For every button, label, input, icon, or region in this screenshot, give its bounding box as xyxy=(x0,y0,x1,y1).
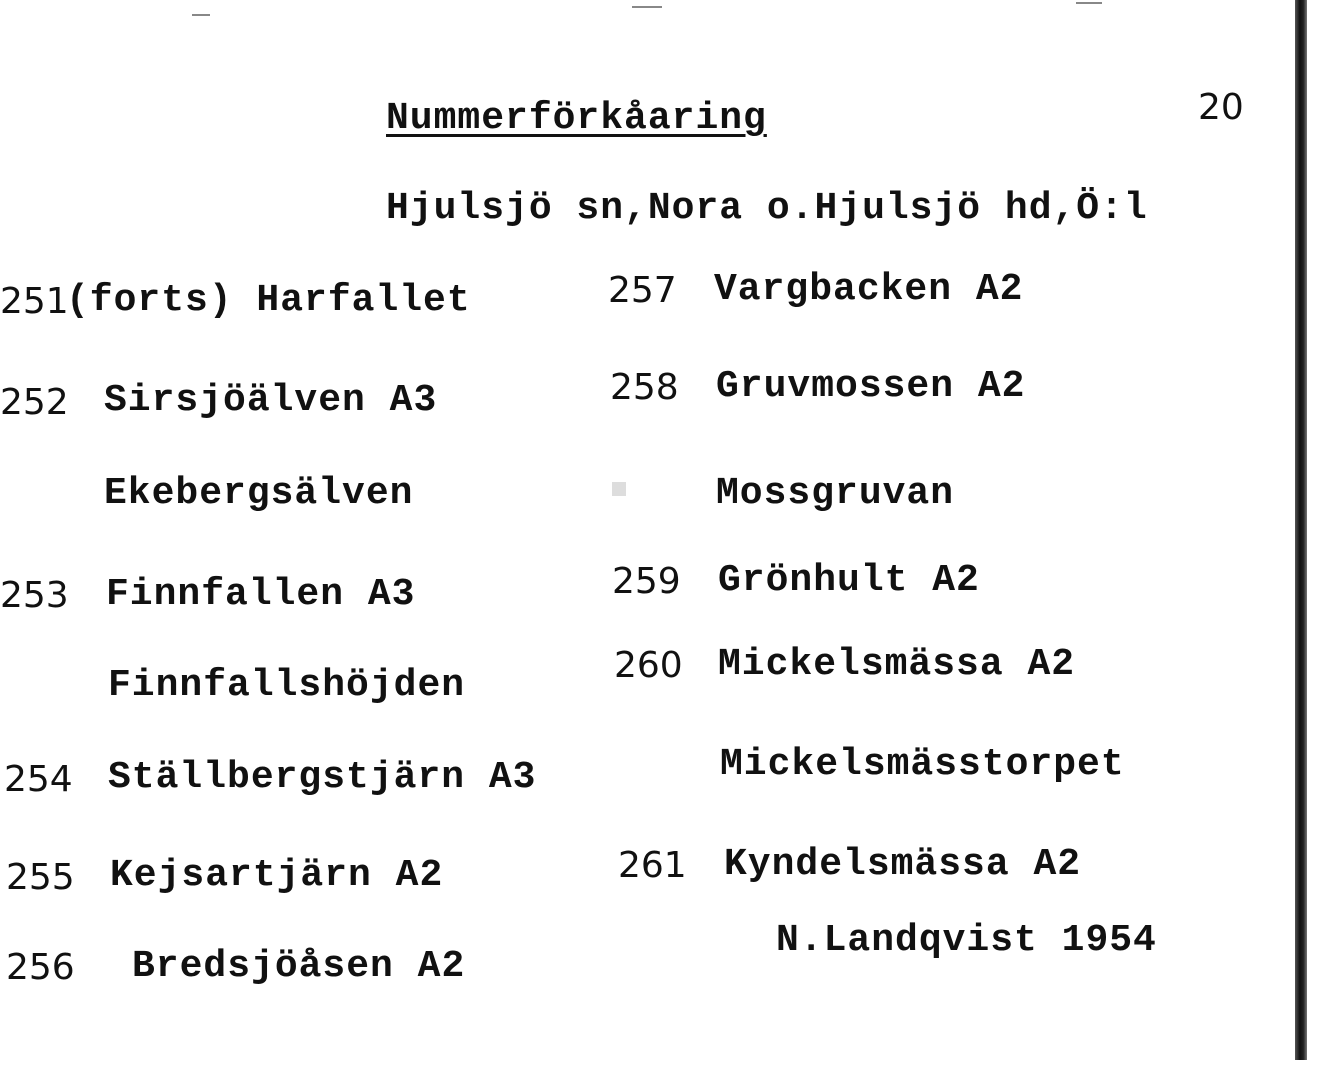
entry-number: 258 xyxy=(610,367,679,408)
entry-text: Mossgruvan xyxy=(716,472,955,515)
scan-speck xyxy=(612,482,626,496)
parish-subtitle: Hjulsjö sn,Nora o.Hjulsjö hd,Ö:l xyxy=(386,187,1148,230)
entry-number: 252 xyxy=(0,382,69,423)
entry-number: 261 xyxy=(618,845,687,886)
scan-speck xyxy=(192,14,210,16)
entry-number: 251 xyxy=(0,281,69,322)
card-title: Nummerförkåaring xyxy=(386,97,767,140)
entry-text: (forts) Harfallet xyxy=(66,279,471,322)
entry-text: Mickelsmässtorpet xyxy=(720,743,1125,786)
entry-number: 256 xyxy=(6,947,75,988)
entry-text: Gruvmossen A2 xyxy=(716,365,1026,408)
entry-text: Ställbergstjärn A3 xyxy=(108,756,537,799)
entry-text: Kejsartjärn A2 xyxy=(110,854,444,897)
entry-text: Ekebergsälven xyxy=(104,472,414,515)
entry-text: Grönhult A2 xyxy=(718,559,980,602)
entry-text: Kyndelsmässa A2 xyxy=(724,843,1082,886)
entry-number: 259 xyxy=(612,561,681,602)
entry-text: Vargbacken A2 xyxy=(714,268,1024,311)
entry-text: Finnfallen A3 xyxy=(106,573,416,616)
entry-text: Finnfallshöjden xyxy=(108,664,466,707)
entry-text: Mickelsmässa A2 xyxy=(718,643,1076,686)
scan-speck xyxy=(632,6,662,8)
entry-number: 260 xyxy=(614,645,683,686)
card-edge-shadow xyxy=(1295,0,1307,1060)
scan-speck xyxy=(1076,2,1102,4)
entry-text: Sirsjöälven A3 xyxy=(104,379,438,422)
entry-number: 254 xyxy=(4,759,73,800)
entry-number: 257 xyxy=(608,270,677,311)
signature: N.Landqvist 1954 xyxy=(776,919,1157,962)
page-number: 20 xyxy=(1198,87,1244,128)
entry-number: 255 xyxy=(6,857,75,898)
entry-number: 253 xyxy=(0,575,69,616)
entry-text: Bredsjöåsen A2 xyxy=(132,945,466,988)
